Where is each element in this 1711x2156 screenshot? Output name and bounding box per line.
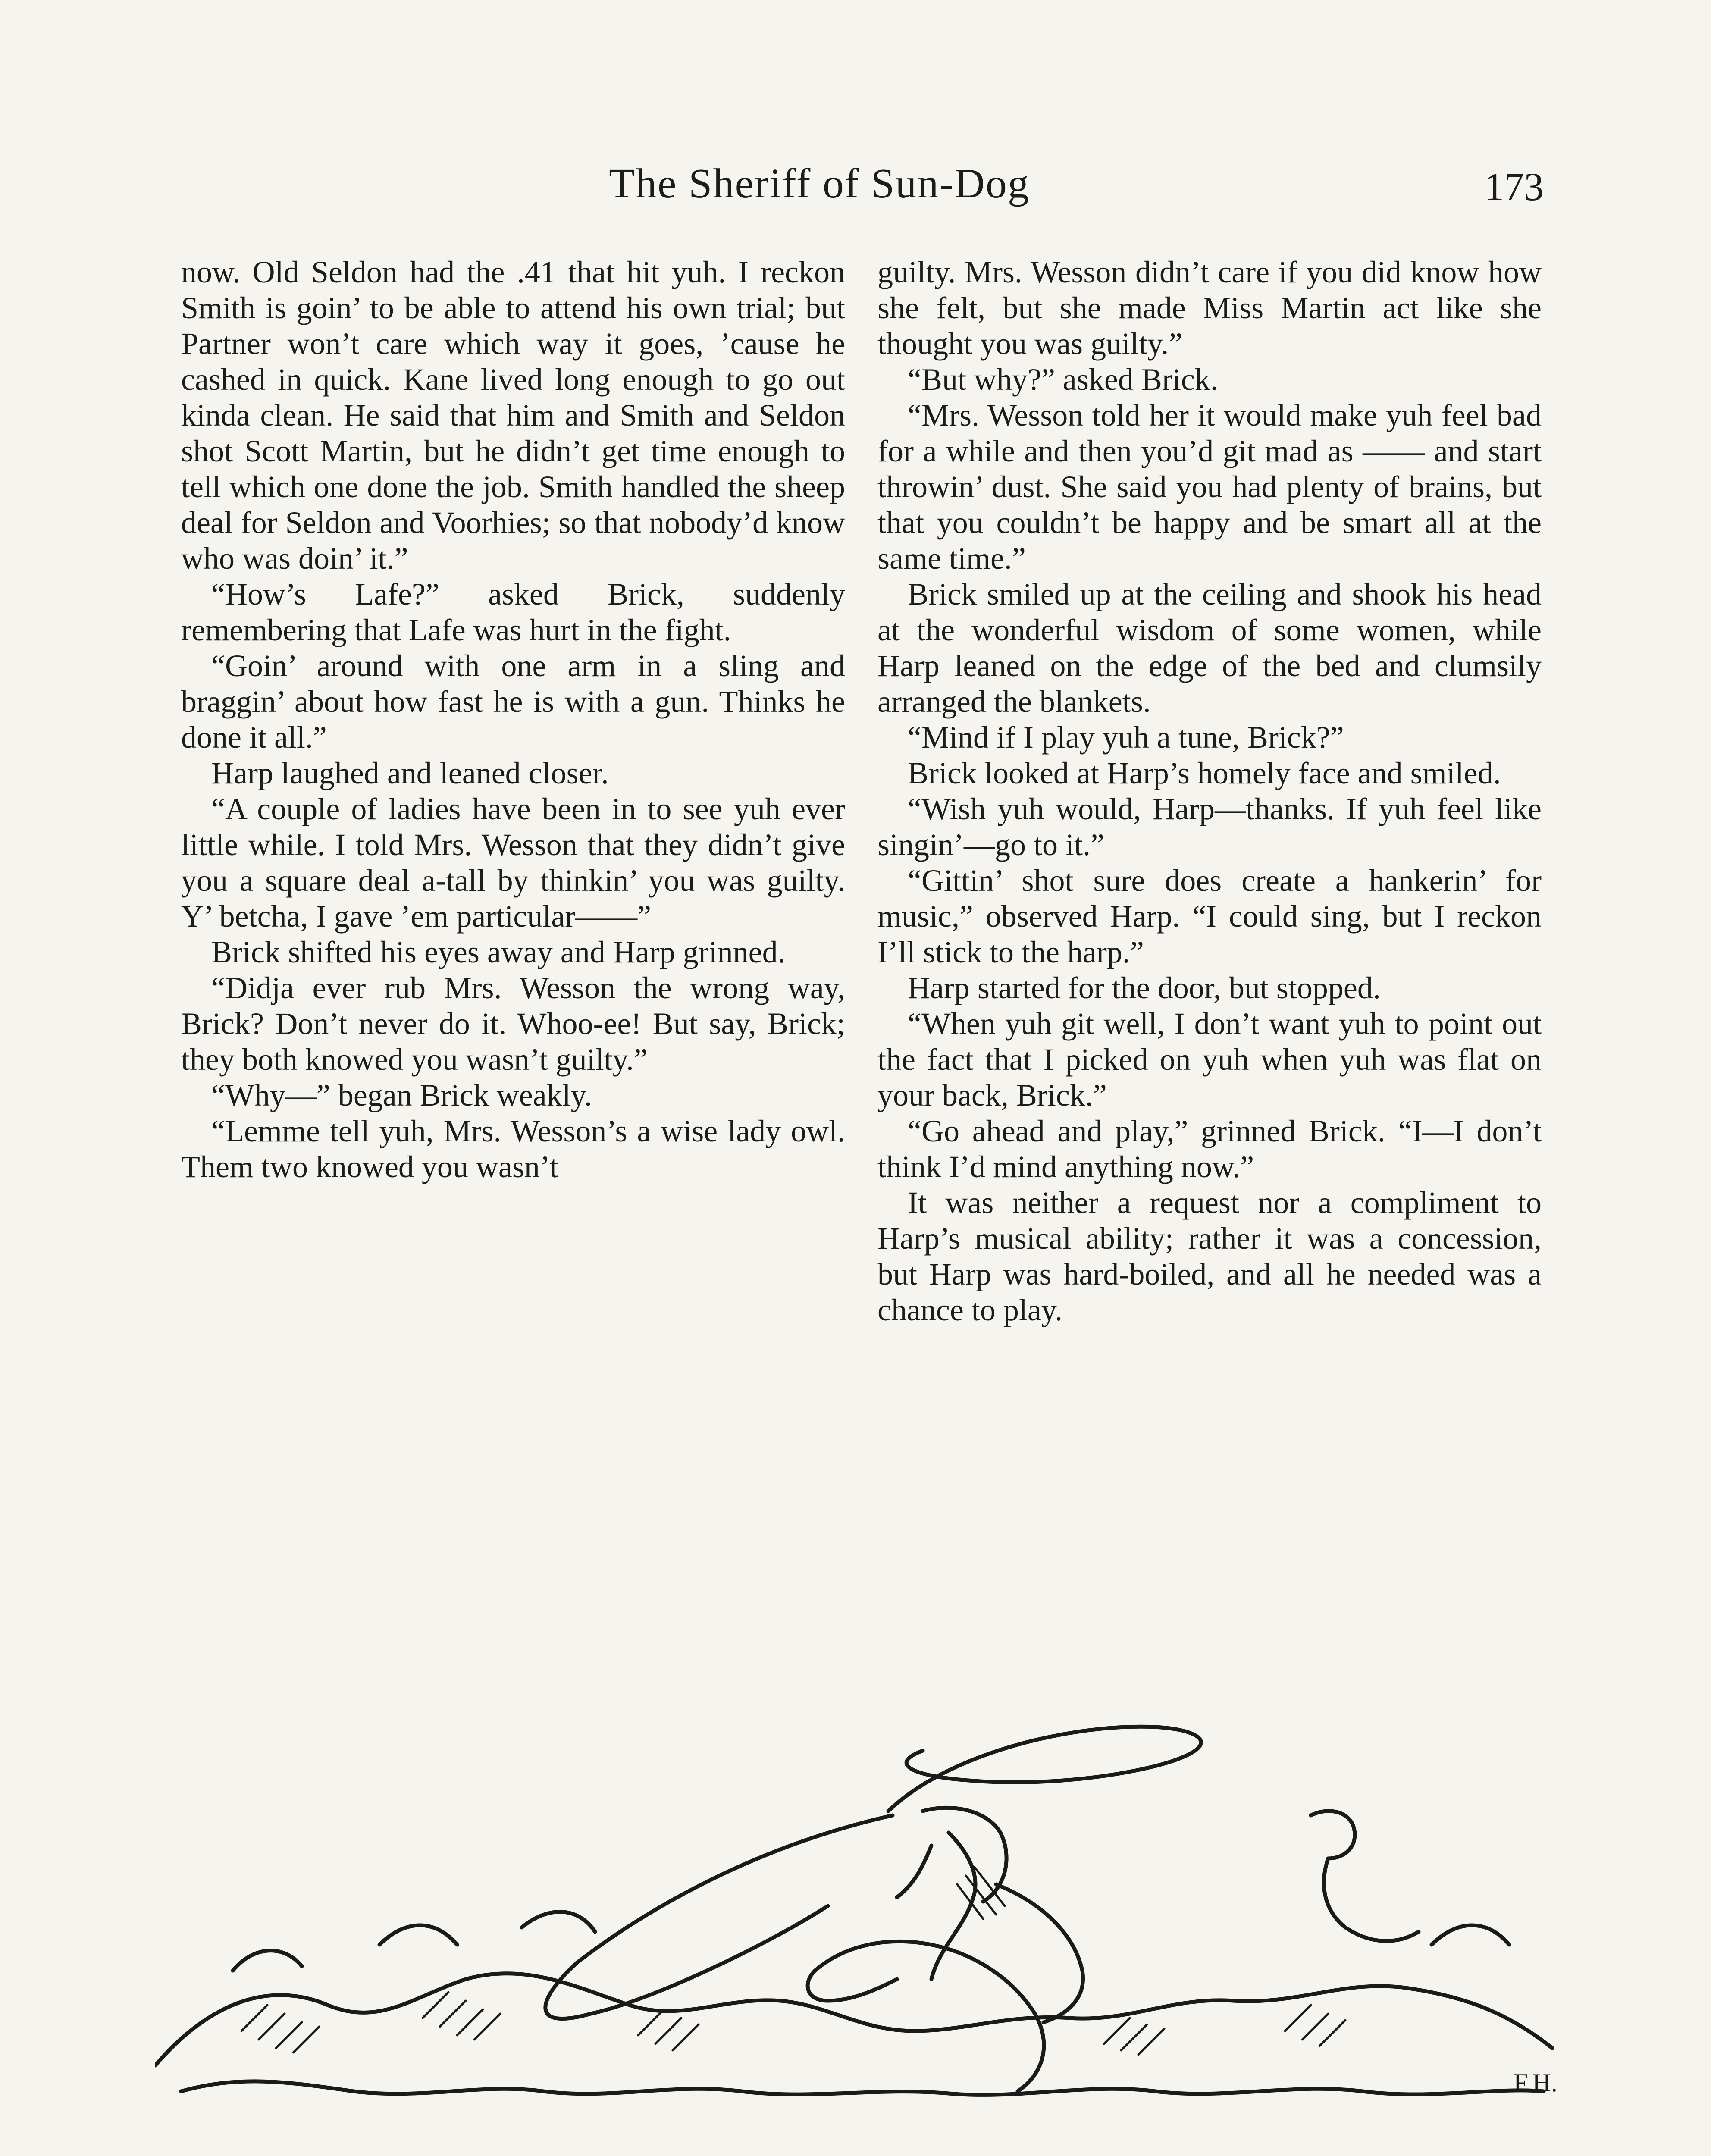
paragraph: “But why?” asked Brick. <box>908 362 1218 397</box>
paragraph: Brick smiled up at the ceiling and shook his head at the wonderful wisdom of some women, while Harp leaned on the edge of the bed and clumsily arranged the blankets. <box>877 577 1542 719</box>
second-rider-head <box>1311 1811 1355 1858</box>
herd-hatching <box>241 1867 1345 2055</box>
rider-back <box>996 1884 1083 2022</box>
steer-horns <box>1432 1925 1509 1945</box>
paragraph: guilty. Mrs. Wesson didn’t care if you did know how she felt, but she made Miss Martin act like she thought you was guilty.” <box>877 255 1542 361</box>
paragraph: “When yuh git well, I don’t want yuh to point out the fact that I picked on yuh when yuh was flat on your back, Brick.” <box>877 1006 1542 1112</box>
paragraph: “Didja ever rub Mrs. Wesson the wrong way, Brick? Don’t never do it. Whoo-ee! But say, Brick; they both knowed you wasn’t guilty.” <box>181 971 845 1077</box>
paragraph: “Wish yuh would, Harp—thanks. If yuh feel like singin’—go to it.” <box>877 792 1542 862</box>
rider-arm <box>897 1846 931 1897</box>
paragraph: Harp laughed and leaned closer. <box>211 756 609 790</box>
left-text-column <box>181 254 845 1185</box>
paragraph: “Go ahead and play,” grinned Brick. “I—I don’t think I’d mind anything now.” <box>877 1114 1542 1184</box>
steer-horns <box>379 1925 457 1945</box>
paragraph: Harp started for the door, but stopped. <box>908 971 1381 1005</box>
paragraph: “A couple of ladies have been in to see yuh ever little while. I told Mrs. Wesson that they didn’t give you a square deal a-tall by thinkin’ you was guilty. Y’ betcha, I gave ’em particular——” <box>181 792 845 934</box>
cattle-drive-illustration <box>155 1703 1561 2134</box>
paragraph: Brick looked at Harp’s homely face and smiled. <box>908 756 1501 790</box>
paragraph: “Lemme tell yuh, Mrs. Wesson’s a wise lady owl. Them two knowed you wasn’t <box>181 1114 845 1184</box>
paragraph: “Why—” began Brick weakly. <box>211 1078 592 1112</box>
artist-signature: F.H. <box>1514 2068 1557 2097</box>
illustration-drawing <box>155 1703 1561 2134</box>
paragraph: Brick shifted his eyes away and Harp grinned. <box>211 935 786 969</box>
running-head <box>0 160 1711 220</box>
paragraph: It was neither a request nor a compliment to Harp’s musical ability; rather it was a concession, but Harp was hard-boiled, and all he needed was a chance to play. <box>877 1185 1542 1327</box>
page-number: 173 <box>1484 165 1544 209</box>
horse-head <box>808 1971 897 2001</box>
lasso-rope <box>545 1815 893 2019</box>
paragraph: “Goin’ around with one arm in a sling and braggin’ about how fast he is with a gun. Thinks he done it all.” <box>181 649 845 755</box>
herd-ground <box>181 2081 1544 2095</box>
herd-outline <box>155 1974 1552 2065</box>
right-text-column <box>877 254 1542 1328</box>
horse-neck <box>815 1942 1044 2092</box>
second-rider-body <box>1324 1858 1419 1941</box>
steer-horns <box>233 1951 302 1971</box>
steer-horns <box>522 1912 595 1932</box>
paragraph: “Mind if I play yuh a tune, Brick?” <box>908 720 1344 755</box>
paragraph: now. Old Seldon had the .41 that hit yuh. I reckon Smith is goin’ to be able to attend his own trial; but Partner won’t care which way it goes, ’cause he cashed in quick. Kane lived long enough to go out kinda clean. He said that him and Smith and Seldon shot Scott Martin, but he didn’t get time enough to tell which one done the job. Smith handled the sheep deal for Seldon and Voorhies; so that nobody’d know who was doin’ it.” <box>181 255 845 576</box>
lasso-loop <box>888 1727 1201 1811</box>
paragraph: “How’s Lafe?” asked Brick, suddenly remembering that Lafe was hurt in the fight. <box>181 577 845 647</box>
paragraph: “Gittin’ shot sure does create a hankerin’ for music,” observed Harp. “I could sing, but I reckon I’ll stick to the harp.” <box>877 863 1542 969</box>
paragraph: “Mrs. Wesson told her it would make yuh feel bad for a while and then you’d git mad as —— and start throwin’ dust. She said you had plenty of brains, but that you couldn’t be happy and be smart all at the same time.” <box>877 398 1542 576</box>
page-title: The Sheriff of Sun-Dog <box>609 160 1030 207</box>
